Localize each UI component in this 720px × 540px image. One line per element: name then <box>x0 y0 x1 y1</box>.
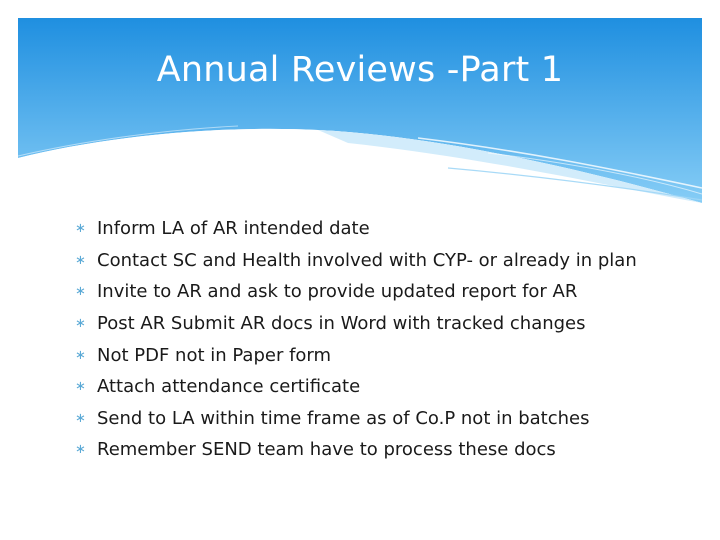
bullet-text: Not PDF not in Paper form <box>97 344 332 366</box>
bullet-asterisk-icon: ∗ <box>75 316 86 332</box>
bullet-asterisk-icon: ∗ <box>75 379 86 395</box>
bullet-asterisk-icon: ∗ <box>75 442 86 458</box>
bullet-list <box>75 213 695 466</box>
bullet-text: Invite to AR and ask to provide updated report for AR <box>97 281 578 303</box>
list-item <box>75 308 695 340</box>
bullet-asterisk-icon: ∗ <box>75 347 86 363</box>
bullet-asterisk-icon: ∗ <box>75 252 86 268</box>
bullet-text: Post AR Submit AR docs in Word with tracked changes <box>97 313 586 335</box>
title-banner <box>18 18 702 203</box>
list-item <box>75 371 695 403</box>
bullet-text: Remember SEND team have to process these docs <box>97 439 556 461</box>
bullet-asterisk-icon: ∗ <box>75 221 86 237</box>
bullet-text: Inform LA of AR intended date <box>97 218 370 240</box>
bullet-text: Attach attendance certificate <box>97 376 361 398</box>
bullet-asterisk-icon: ∗ <box>75 410 86 426</box>
list-item <box>75 213 695 245</box>
list-item <box>75 339 695 371</box>
bullet-asterisk-icon: ∗ <box>75 284 86 300</box>
slide-title: Annual Reviews -Part 1 <box>156 50 564 90</box>
list-item <box>75 434 695 466</box>
banner-graphic <box>18 18 702 203</box>
list-item <box>75 403 695 435</box>
list-item <box>75 245 695 277</box>
bullet-text: Contact SC and Health involved with CYP- or already in plan <box>97 249 637 271</box>
list-item <box>75 276 695 308</box>
bullet-text: Send to LA within time frame as of Co.P not in batches <box>97 407 590 429</box>
